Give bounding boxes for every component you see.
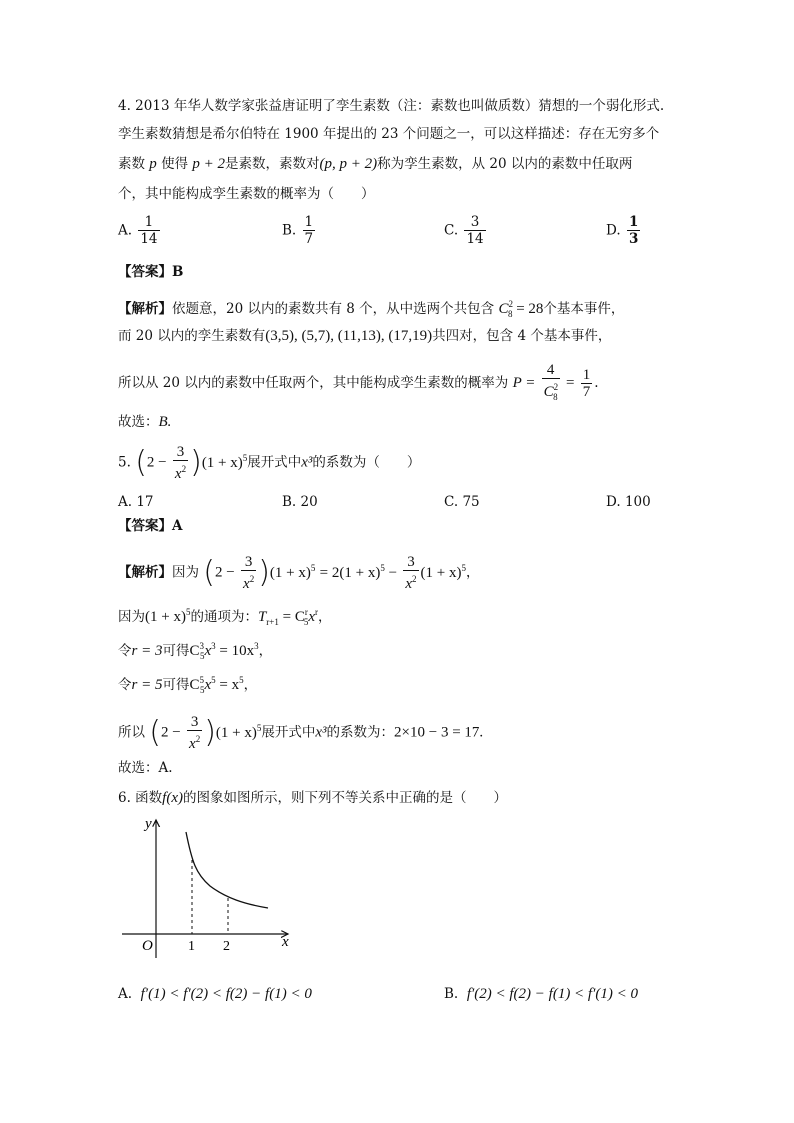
function-curve: [186, 832, 268, 908]
q4-line-3: 素数 p 使得 p + 2是素数，素数对(p, p + 2)称为孪生素数，从 20 以内的素数中任取两: [118, 156, 633, 172]
var-p: p: [149, 156, 157, 172]
q5-analysis-1: 【解析】因为 (2 − $\frac{3}{x^2}$ )$(1 + x)^5 = 2(1 + x)^5$ − $\frac{3}{x^2}$ $(1 + x)^5$，: [118, 554, 480, 592]
function-graph: [118, 812, 308, 962]
q5-choose: 故选：A.: [118, 760, 173, 776]
q5-option-c: C. 75: [444, 494, 480, 510]
x-label: x: [282, 934, 289, 950]
q6-stem: 6. 函数f(x)的图象如图所示，则下列不等关系中正确的是（ ）: [118, 790, 507, 806]
q4-analysis-2: 而 20 以内的孪生素数有(3,5), (5,7), (11,13), (17,19)共四对，包含 4 个基本事件，: [118, 328, 612, 344]
y-label: y: [145, 816, 152, 832]
q6-option-a: A. f′(1) < f′(2) < f(2) − f(1) < 0: [118, 986, 312, 1002]
q5-option-d: D. 100: [606, 494, 651, 510]
q4-answer: 【答案】B: [118, 264, 184, 280]
q5-option-a: A. 17: [118, 494, 154, 510]
q5-answer: 【答案】A: [118, 518, 183, 534]
q4-option-a: A. $\frac{1}{14}$: [118, 214, 158, 247]
q4-line-2: 孪生素数猜想是希尔伯特在 1900 年提出的 23 个问题之一，可以这样描述：存在无穷多个: [118, 126, 660, 142]
origin-label: O: [142, 938, 153, 954]
q5-analysis-4: 令r = 5可得$C^5_5x^5 = x^5$，: [118, 675, 258, 695]
q5-analysis-5: 所以 (2 − $\frac{3}{x^2}$ )$(1 + x)^5$展开式中x³的系数为：2×10 − 3 = 17.: [118, 714, 484, 752]
q4-analysis-1: 【解析】依题意，20 以内的素数共有 8 个，从中选两个共包含 $C^2_8 = 28$个基本事件，: [118, 299, 625, 319]
tick-2-label: 2: [223, 939, 230, 954]
q5-analysis-3: 令r = 3可得$C^3_5x^3 = 10x^3$，: [118, 641, 273, 661]
tick-1-label: 1: [188, 939, 195, 954]
q4-option-d: D. $\frac{1}{3}$: [606, 214, 639, 247]
q6-option-b: B. f′(2) < f(2) − f(1) < f′(1) < 0: [444, 986, 638, 1002]
q4-line-4: 个，其中能构成孪生素数的概率为（ ）: [118, 186, 375, 202]
q4-option-c: C. $\frac{3}{14}$: [444, 214, 484, 247]
q4-line-1: 4. 2013 年华人数学家张益唐证明了孪生素数（注：素数也叫做质数）猜想的一个弱化形式.: [118, 98, 665, 114]
q5-option-b: B. 20: [282, 494, 318, 510]
q4-analysis-3: 所以从 20 以内的素数中任取两个，其中能构成孪生素数的概率为 P = $\frac{4}{C^2_8}$ = $\frac{1}{7}$ .: [118, 362, 599, 402]
q4-choose: 故选：B.: [118, 414, 172, 430]
q4-option-b: B. $\frac{1}{7}$: [282, 214, 314, 247]
q5-stem: 5. (2 − $\frac{3}{x^2}$ )$(1 + x)^5$展开式中x³的系数为（ ）: [118, 444, 421, 482]
q5-analysis-2: 因为$(1 + x)^5$的通项为：$T_{r+1} = C^r_5x^r$，: [118, 607, 332, 627]
